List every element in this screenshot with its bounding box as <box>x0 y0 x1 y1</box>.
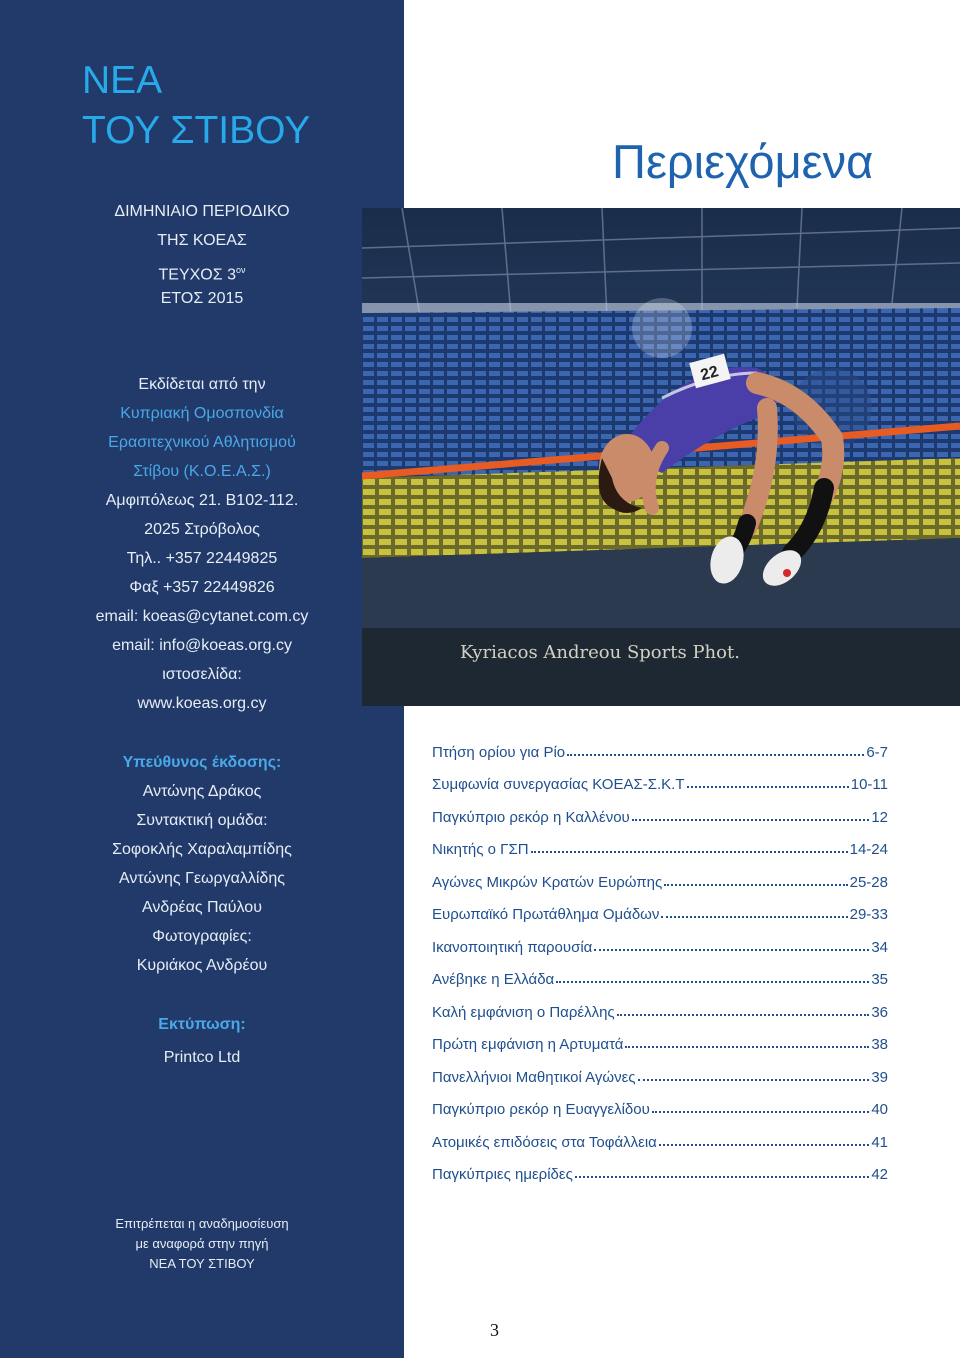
toc-leader-dots <box>638 1079 870 1081</box>
toc-entry-page: 41 <box>871 1133 888 1151</box>
website-label: ιστοσελίδα: <box>162 666 242 683</box>
phone-line: Τηλ.. +357 22449825 <box>126 550 278 567</box>
periodical-type: ΔΙΜΗΝΙΑΙΟ ΠΕΡΙΟΔΙΚΟ <box>114 203 290 220</box>
toc-entry-page: 12 <box>871 808 888 826</box>
toc-entry[interactable] <box>432 988 888 1021</box>
toc-leader-dots <box>575 1176 870 1178</box>
toc-entry[interactable] <box>432 1021 888 1054</box>
toc-entry[interactable] <box>432 1151 888 1184</box>
publisher-org-line: Κυπριακή Ομοσπονδία <box>120 405 284 422</box>
staff-line: Αντώνης Γεωργαλλίδης <box>119 870 285 887</box>
issue-year: ΕΤΟΣ 2015 <box>160 290 244 307</box>
toc-entry-title: Παγκύπριο ρεκόρ η Καλλένου <box>432 808 630 826</box>
high-jump-photo <box>362 208 960 706</box>
publisher-org-line: Ερασιτεχνικού Αθλητισμού <box>108 434 296 451</box>
toc-leader-dots <box>556 981 869 983</box>
toc-entry-title: Ικανοποιητική παρουσία <box>432 938 593 956</box>
toc-entry[interactable] <box>432 891 888 924</box>
address-line: Αμφιπόλεως 21. Β102-112. <box>105 492 299 509</box>
toc-entry-page: 6-7 <box>866 743 888 761</box>
toc-entry-title: Παγκύπριο ρεκόρ η Ευαγγελίδου <box>432 1101 650 1118</box>
toc-entry[interactable] <box>432 761 888 794</box>
toc-entry-page: 34 <box>871 938 888 956</box>
toc-entry-title: Πρώτη εμφάνιση η Αρτυματά <box>432 1036 624 1053</box>
toc-entry[interactable] <box>432 793 888 826</box>
toc-entry-page: 14-24 <box>849 841 888 858</box>
staff-line: Κυριάκος Ανδρέου <box>136 957 268 974</box>
toc-entry-title: Ευρωπαϊκό Πρωτάθλημα Ομάδων <box>432 906 660 923</box>
reprint-note-line: με αναφορά στην πηγή <box>135 1236 269 1251</box>
toc-entry-page: 40 <box>871 1101 888 1118</box>
toc-leader-dots <box>531 851 848 853</box>
issue-number <box>0 260 404 285</box>
toc-leader-dots <box>594 949 869 951</box>
issue-suffix: ον <box>235 265 246 275</box>
toc-entry-title: Ανέβηκε η Ελλάδα <box>432 971 555 988</box>
toc-leader-dots <box>625 1046 869 1048</box>
toc-entry-page: 35 <box>871 971 888 988</box>
staff-line: Σοφοκλής Χαραλαμπίδης <box>112 841 292 858</box>
publisher-org-line: Στίβου (Κ.Ο.Ε.Α.Σ.) <box>133 463 271 480</box>
staff-line: Συντακτική ομάδα: <box>136 812 268 829</box>
toc-entry[interactable] <box>432 1118 888 1151</box>
printer-name: Printco Ltd <box>163 1049 241 1066</box>
toc-entry-page: 29-33 <box>849 906 888 923</box>
toc-entry-title: Πτήση ορίου για Ρίο <box>432 743 566 761</box>
page-number: 3 <box>490 1320 499 1340</box>
athlete-bib-number: 22 <box>698 363 721 385</box>
toc-entry[interactable] <box>432 728 888 761</box>
reprint-note-line: Επιτρέπεται η αναδημοσίευση <box>115 1216 289 1231</box>
periodical-owner: ΤΗΣ ΚΟΕΑΣ <box>157 232 247 249</box>
publisher-intro: Εκδίδεται από την <box>138 376 266 393</box>
magazine-title-line1: ΝΕΑ <box>82 59 163 102</box>
staff-line: Φωτογραφίες: <box>152 928 252 945</box>
toc-entry-page: 39 <box>871 1068 888 1086</box>
toc-leader-dots <box>661 916 847 918</box>
toc-entry[interactable] <box>432 858 888 891</box>
photo-credit: Kyriacos Andreou Sports Phot. <box>460 642 740 663</box>
address-line: 2025 Στρόβολος <box>144 521 260 538</box>
toc-entry-title: Ατομικές επιδόσεις στα Τοφάλλεια <box>432 1133 657 1151</box>
toc-entry-page: 38 <box>871 1036 888 1053</box>
toc-leader-dots <box>687 786 849 788</box>
toc-entry-title: Νικητής ο ΓΣΠ <box>432 841 529 858</box>
toc-entry-page: 25-28 <box>849 873 888 891</box>
staff-line: Ανδρέας Παύλου <box>142 899 262 916</box>
toc-leader-dots <box>617 1014 870 1016</box>
magazine-title-line2: ΤΟΥ ΣΤΙΒΟΥ <box>82 109 311 152</box>
email-link[interactable]: email: koeas@cytanet.com.cy <box>95 608 309 625</box>
print-heading: Εκτύπωση: <box>158 1016 246 1033</box>
contents-heading: Περιεχόμενα <box>612 135 874 188</box>
toc-entry-title: Αγώνες Μικρών Κρατών Ευρώπης <box>432 873 663 891</box>
editor-heading: Υπεύθυνος έκδοσης: <box>122 754 282 771</box>
toc-entry[interactable] <box>432 923 888 956</box>
toc-entry-title: Παγκύπριες ημερίδες <box>432 1166 573 1183</box>
toc-entry-page: 36 <box>871 1003 888 1021</box>
toc-entry[interactable] <box>432 826 888 859</box>
toc-entry-title: Καλή εμφάνιση ο Παρέλλης <box>432 1003 615 1021</box>
toc-entry-page: 10-11 <box>850 776 888 793</box>
toc-leader-dots <box>664 884 847 886</box>
toc-entry-title: Πανελλήνιοι Μαθητικοί Αγώνες <box>432 1068 636 1086</box>
toc-entry-title: Συμφωνία συνεργασίας ΚΟΕΑΣ-Σ.Κ.Τ <box>432 776 685 793</box>
staff-line: Αντώνης Δράκος <box>142 783 262 800</box>
email-link[interactable]: email: info@koeas.org.cy <box>112 637 292 654</box>
toc-leader-dots <box>567 754 864 756</box>
toc-entry[interactable] <box>432 1053 888 1086</box>
toc-entry-page: 42 <box>871 1166 888 1183</box>
toc-leader-dots <box>659 1144 869 1146</box>
toc-entry[interactable] <box>432 1086 888 1119</box>
toc-entry[interactable] <box>432 956 888 989</box>
toc-leader-dots <box>632 819 870 821</box>
issue-label: ΤΕΥΧΟΣ 3 <box>158 266 236 284</box>
reprint-note-line: ΝΕΑ ΤΟΥ ΣΤΙΒΟΥ <box>149 1256 255 1271</box>
website-link[interactable]: www.koeas.org.cy <box>137 695 267 712</box>
toc-leader-dots <box>652 1111 869 1113</box>
table-of-contents <box>432 728 888 1183</box>
masthead-sidebar <box>0 0 404 1358</box>
fax-line: Φαξ +357 22449826 <box>129 579 275 596</box>
